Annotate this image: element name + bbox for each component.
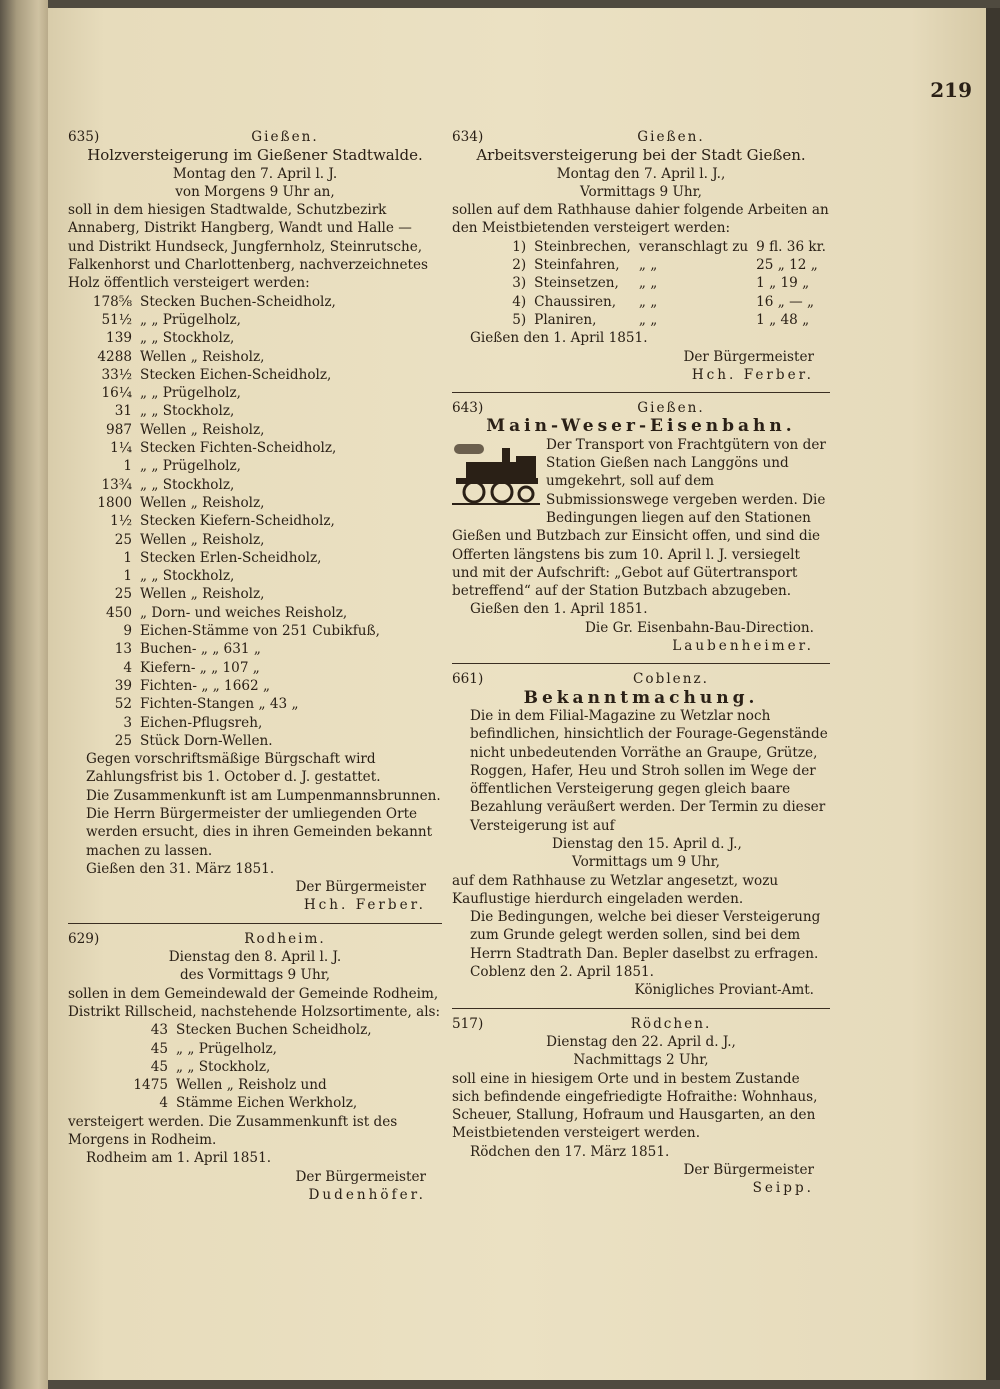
list-item (68, 732, 384, 750)
notice-city: Gießen. (251, 129, 319, 145)
list-item-qty: 33½ (101, 366, 132, 383)
notice-634 (452, 128, 830, 384)
list-item-qty: 1 (123, 458, 132, 475)
list-item-qty: 5) (512, 311, 527, 328)
list-item-text: Stecken Buchen Scheidholz, (176, 1022, 372, 1039)
list-item-text: 1 „ 48 „ (756, 311, 810, 328)
signer-title: Der Bürgermeister (295, 879, 426, 896)
list-item-text: „ „ Stockholz, (176, 1058, 271, 1075)
notice-title: Main-Weser-Eisenbahn. (486, 416, 796, 437)
notice-date: Dienstag den 22. April d. J., (546, 1033, 736, 1050)
list-item (466, 293, 830, 311)
list-item (466, 274, 830, 292)
notice-header (452, 399, 830, 417)
list-item-text: Wellen „ Reisholz, (140, 531, 265, 548)
list-item (68, 567, 384, 585)
notice-city: Rödchen. (630, 1015, 712, 1032)
left-page-edge (0, 0, 48, 1389)
notice-text: Der Transport von Frachtgütern von der Station Gießen nach Langgöns und umgekehrt, soll auf dem Submissionswege vergeben werden. Die Bedingungen liegen auf den Stationen Gießen und Butzbach zur Einsicht offen, und sind die Offerten längstens bis zum 10. April l. J. versiegelt und mit der Aufschrift: „Gebot auf Gütertransport betreffend“ auf der Station Butzbach abzugeben. (452, 436, 826, 600)
list-item-text: Eichen-Stämme von 251 Cubikfuß, (140, 623, 380, 640)
list-item (104, 1021, 376, 1039)
signer-name: Dudenhöfer. (308, 1186, 426, 1203)
notice-number: 629) (68, 930, 100, 947)
notice-city: Rodheim. (244, 930, 326, 947)
notice-place-date: Gießen den 1. April 1851. (470, 601, 648, 618)
list-item (68, 531, 384, 549)
notice-intro: soll in dem hiesigen Stadtwalde, Schutzbezirk Annaberg, Distrikt Hangberg, Wandt und Halle — und Distrikt Hundseck, Jungfernholz, Steinrutsche, Falkenhorst und Charlottenberg, nachverzeichnetes Holz öffentlich versteigert werden: (68, 202, 428, 292)
list-item (104, 1076, 376, 1094)
signer-name: Hch. Ferber. (691, 366, 814, 383)
list-item-text: Buchen- „ „ 631 „ (140, 641, 261, 658)
list-item (68, 677, 384, 695)
list-item-text: „ „ (638, 275, 658, 292)
list-item (68, 494, 384, 512)
list-item (68, 384, 384, 402)
signer-name: Laubenheimer. (672, 638, 814, 655)
wood-list (68, 293, 384, 750)
list-item-qty: 1 (123, 549, 132, 566)
list-item-qty: 2) (512, 257, 527, 274)
list-item-text: veranschlagt zu (638, 238, 749, 255)
list-item-qty: 1 (123, 568, 132, 585)
list-item-qty: 450 (106, 604, 132, 621)
list-item-text: Eichen-Pflugsreh, (140, 714, 263, 731)
signer-title: Der Bürgermeister (683, 348, 814, 365)
left-column (68, 128, 442, 1204)
locomotive-icon (452, 438, 540, 508)
notice-paragraph: Die Herrn Bürgermeister der umliegenden Orte werden ersucht, dies in ihren Gemeinden bekannt machen zu lassen. (86, 805, 433, 859)
list-item-qty: 1475 (133, 1077, 168, 1094)
list-item-qty: 31 (114, 403, 132, 420)
notice-intro: sollen auf dem Rathhause dahier folgende Arbeiten an den Meistbietenden versteigert werden: (452, 202, 829, 237)
list-item-text: „ „ (638, 311, 658, 328)
list-item-text: „ Dorn- und weiches Reisholz, (140, 604, 348, 621)
list-item (68, 366, 384, 384)
list-item-qty: 25 (114, 586, 132, 603)
list-item (68, 329, 384, 347)
notice-number: 643) (452, 400, 484, 417)
list-item (68, 512, 384, 530)
list-item-text: „ „ Prügelholz, (140, 311, 241, 328)
works-list (466, 238, 830, 329)
list-item (68, 622, 384, 640)
list-item (68, 293, 384, 311)
signer-title: Der Bürgermeister (295, 1168, 426, 1185)
list-item-text: „ „ Stockholz, (140, 476, 235, 493)
list-item-text: Stecken Fichten-Scheidholz, (140, 440, 337, 457)
notice-header (68, 128, 442, 146)
list-item-text: Stecken Kiefern-Scheidholz, (140, 513, 335, 530)
list-item-text: Steinsetzen, (534, 275, 619, 292)
list-item-qty: 39 (114, 677, 132, 694)
list-item-text: Kiefern- „ „ 107 „ (140, 659, 260, 676)
notice-place-date: Gießen den 31. März 1851. (86, 860, 275, 877)
list-item-qty: 1800 (97, 494, 132, 511)
list-item-qty: 3) (512, 275, 527, 292)
notice-paragraph: Gegen vorschriftsmäßige Bürgschaft wird Zahlungsfrist bis 1. October d. J. gestattet. (86, 751, 381, 786)
list-item-qty: 9 (123, 623, 132, 640)
list-item-qty: 4 (159, 1095, 168, 1112)
notice-title: Bekanntmachung. (523, 687, 759, 708)
list-item-qty: 43 (150, 1022, 168, 1039)
notice-header (452, 1015, 830, 1033)
list-item-text: „ „ Prügelholz, (140, 385, 241, 402)
notice-title: Holzversteigerung im Gießener Stadtwalde. (87, 146, 423, 165)
notice-header (68, 930, 442, 948)
wood-list (104, 1021, 376, 1112)
list-item-text: „ „ Prügelholz, (140, 458, 241, 475)
list-item (68, 476, 384, 494)
list-item-text: Stecken Eichen-Scheidholz, (140, 366, 332, 383)
notice-time: von Morgens 9 Uhr an, (175, 183, 335, 200)
list-item (68, 714, 384, 732)
notice-place-date: Rodheim am 1. April 1851. (86, 1150, 272, 1167)
signer-title: Die Gr. Eisenbahn-Bau-Direction. (585, 619, 814, 636)
list-item (104, 1058, 376, 1076)
list-item-text: Steinfahren, (534, 257, 620, 274)
notice-661 (452, 670, 830, 999)
signer-title: Der Bürgermeister (683, 1162, 814, 1179)
list-item-qty: 45 (150, 1058, 168, 1075)
page-shadow-edge (986, 8, 1000, 1380)
list-item (466, 238, 830, 256)
notice-header (452, 670, 830, 688)
list-item-qty: 13¾ (101, 476, 132, 493)
list-item-text: Planiren, (534, 311, 597, 328)
notice-city: Gießen. (637, 129, 705, 145)
list-item (466, 311, 830, 329)
list-item (68, 439, 384, 457)
list-item-text: Steinbrechen, (534, 238, 631, 255)
list-item (68, 549, 384, 567)
list-item-text: Stück Dorn-Wellen. (140, 732, 273, 749)
notice-place-date: Rödchen den 17. März 1851. (470, 1143, 670, 1160)
list-item-qty: 25 (114, 531, 132, 548)
list-item-text: Stecken Buchen-Scheidholz, (140, 293, 336, 310)
signer-name: Seipp. (752, 1180, 814, 1197)
signer-name: Hch. Ferber. (303, 897, 426, 914)
list-item (68, 659, 384, 677)
divider (452, 663, 830, 664)
signer-name: Königliches Proviant-Amt. (634, 982, 814, 999)
list-item-qty: 178⅝ (92, 293, 132, 310)
list-item-qty: 52 (114, 696, 132, 713)
list-item-text: Wellen „ Reisholz und (176, 1077, 327, 1094)
divider (452, 1008, 830, 1009)
notice-paragraph: Die Zusammenkunft ist am Lumpenmannsbrunnen. (86, 787, 441, 804)
list-item (104, 1094, 376, 1112)
notice-place-date: Coblenz den 2. April 1851. (470, 964, 654, 981)
notice-paragraph: auf dem Rathhause zu Wetzlar angesetzt, wozu Kauflustige hierdurch eingeladen werden. (452, 872, 779, 907)
list-item (104, 1040, 376, 1058)
notice-time: Nachmittags 2 Uhr, (573, 1052, 709, 1069)
notice-paragraph: soll eine in hiesigem Orte und in bestem Zustande sich befindende eingefriedigte Hofraithe: Wohnhaus, Scheuer, Stallung, Hofraum und Hausgarten, an den Meistbietenden versteigert werden. (452, 1070, 818, 1142)
list-item (68, 311, 384, 329)
list-item-qty: 4) (512, 293, 527, 310)
notice-city: Gießen. (637, 400, 705, 417)
list-item-qty: 139 (106, 330, 132, 347)
list-item (68, 585, 384, 603)
notice-date: Dienstag den 15. April d. J., (552, 835, 742, 852)
list-item-text: Chaussiren, (534, 293, 617, 310)
list-item-text: 9 fl. 36 kr. (756, 238, 826, 255)
list-item-text: „ „ Prügelholz, (176, 1040, 277, 1057)
list-item-text: Stämme Eichen Werkholz, (176, 1095, 358, 1112)
list-item-qty: 987 (106, 421, 132, 438)
list-item (68, 348, 384, 366)
notice-time: Vormittags um 9 Uhr, (572, 854, 720, 871)
list-item (466, 256, 830, 274)
list-item-text: Fichten-Stangen „ 43 „ (140, 696, 299, 713)
notice-635 (68, 128, 442, 915)
notice-place-date: Gießen den 1. April 1851. (470, 330, 648, 347)
divider (68, 923, 442, 924)
notice-number: 661) (452, 671, 484, 688)
list-item-text: Wellen „ Reisholz, (140, 586, 265, 603)
notice-paragraph: Die in dem Filial-Magazine zu Wetzlar noch befindlichen, hinsichtlich der Fourage-Gegenstände nicht unbedeutenden Vorräthe an Graupe, Grütze, Roggen, Hafer, Heu und Stroh sollen im Wege der öffentlichen Versteigerung gegen gleich baare Bezahlung veräußert werden. Der Termin zu dieser Versteigerung ist auf (470, 707, 828, 834)
list-item-text: „ „ (638, 293, 658, 310)
notice-time: Vormittags 9 Uhr, (579, 183, 703, 200)
list-item (68, 604, 384, 622)
list-item-text: Stecken Erlen-Scheidholz, (140, 549, 322, 566)
list-item-text: „ „ Stockholz, (140, 403, 235, 420)
list-item-text: 1 „ 19 „ (756, 275, 810, 292)
list-item-qty: 13 (114, 641, 132, 658)
list-item (68, 402, 384, 420)
list-item-qty: 51½ (101, 311, 132, 328)
notice-header (452, 128, 830, 146)
notice-629 (68, 930, 442, 1204)
notice-date: Montag den 7. April l. J. (172, 165, 338, 182)
list-item-text: Wellen „ Reisholz, (140, 348, 265, 365)
right-column (452, 128, 830, 1198)
list-item-qty: 1) (512, 238, 527, 255)
notice-title: Arbeitsversteigerung bei der Stadt Gießen. (476, 146, 806, 165)
list-item (68, 457, 384, 475)
list-item-qty: 4288 (97, 348, 132, 365)
notice-number: 635) (68, 129, 100, 145)
divider (452, 392, 830, 393)
list-item-text: Fichten- „ „ 1662 „ (140, 677, 271, 694)
page-number: 219 (930, 78, 972, 102)
notice-intro: sollen in dem Gemeindewald der Gemeinde Rodheim, Distrikt Rillscheid, nachstehende Holzsortimente, als: (68, 985, 441, 1020)
list-item-qty: 4 (123, 659, 132, 676)
notice-paragraph: Die Bedingungen, welche bei dieser Versteigerung zum Grunde gelegt werden sollen, sind bei dem Herrn Stadtrath Dan. Bepler daselbst zu erfragen. (470, 909, 821, 962)
list-item-text: „ „ (638, 257, 658, 274)
list-item-text: 25 „ 12 „ (756, 257, 818, 274)
notice-date: Dienstag den 8. April l. J. (168, 949, 342, 966)
notice-643 (452, 399, 830, 655)
notice-date: Montag den 7. April l. J., (556, 165, 726, 182)
list-item-text: „ „ Stockholz, (140, 330, 235, 347)
list-item-text: 16 „ — „ (756, 293, 815, 310)
list-item-qty: 25 (114, 732, 132, 749)
list-item-text: Wellen „ Reisholz, (140, 494, 265, 511)
list-item (68, 695, 384, 713)
notice-city: Coblenz. (633, 671, 709, 688)
list-item-qty: 1½ (110, 513, 132, 530)
notice-number: 634) (452, 129, 484, 145)
notice-paragraph: versteigert werden. Die Zusammenkunft ist des Morgens in Rodheim. (68, 1113, 398, 1149)
list-item-qty: 16¼ (101, 385, 132, 402)
list-item-qty: 1¼ (110, 440, 132, 457)
notice-time: des Vormittags 9 Uhr, (179, 967, 331, 984)
list-item-qty: 3 (123, 714, 132, 731)
list-item-text: Wellen „ Reisholz, (140, 421, 265, 438)
list-item-qty: 45 (150, 1040, 168, 1057)
notice-number: 517) (452, 1015, 484, 1032)
list-item (68, 421, 384, 439)
notice-517 (452, 1015, 830, 1198)
list-item (68, 640, 384, 658)
list-item-text: „ „ Stockholz, (140, 568, 235, 585)
